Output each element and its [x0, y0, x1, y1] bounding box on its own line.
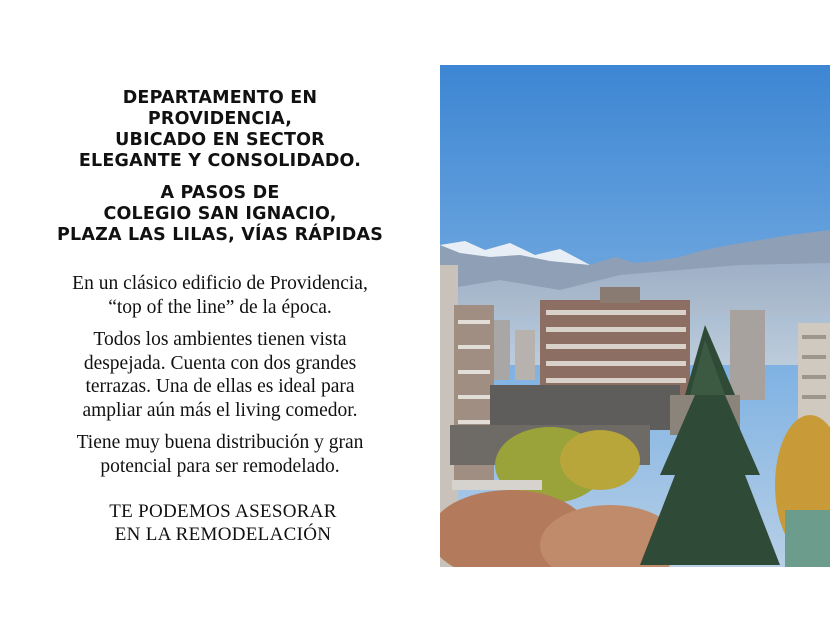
city-mountain-view-photo [440, 65, 830, 567]
headline-line: COLEGIO SAN IGNACIO, [103, 204, 337, 224]
cta-line: EN LA REMODELACIÓN [114, 524, 332, 545]
description-line: Todos los ambientes tienen vista [93, 329, 347, 350]
headline-location [22, 88, 418, 172]
description-line: despejada. Cuenta con dos grandes [83, 352, 357, 374]
cta-line: TE PODEMOS ASESORAR [109, 501, 337, 522]
headline-line: DEPARTAMENTO EN [122, 88, 318, 108]
description-paragraph [22, 328, 418, 422]
remodel-cta [22, 500, 418, 546]
description-paragraph [22, 431, 418, 478]
headline-line: ELEGANTE Y CONSOLIDADO. [78, 151, 362, 171]
headline-line: PROVIDENCIA, [147, 109, 293, 129]
description [22, 272, 418, 478]
description-line: terrazas. Una de ellas es ideal para [85, 376, 355, 397]
headline-nearby [22, 183, 418, 246]
listing-text [22, 88, 418, 546]
description-paragraph [22, 272, 418, 319]
headline-line: PLAZA LAS LILAS, VÍAS RÁPIDAS [56, 225, 384, 245]
headline-line: A PASOS DE [160, 183, 280, 203]
headline-line: UBICADO EN SECTOR [115, 130, 325, 150]
description-line: En un clásico edificio de Providencia, [72, 273, 368, 294]
description-line: Tiene muy buena distribución y gran [76, 432, 364, 453]
description-line: “top of the line” de la época. [108, 296, 332, 318]
description-line: ampliar aún más el living comedor. [82, 399, 358, 421]
description-line: potencial para ser remodelado. [100, 455, 340, 477]
